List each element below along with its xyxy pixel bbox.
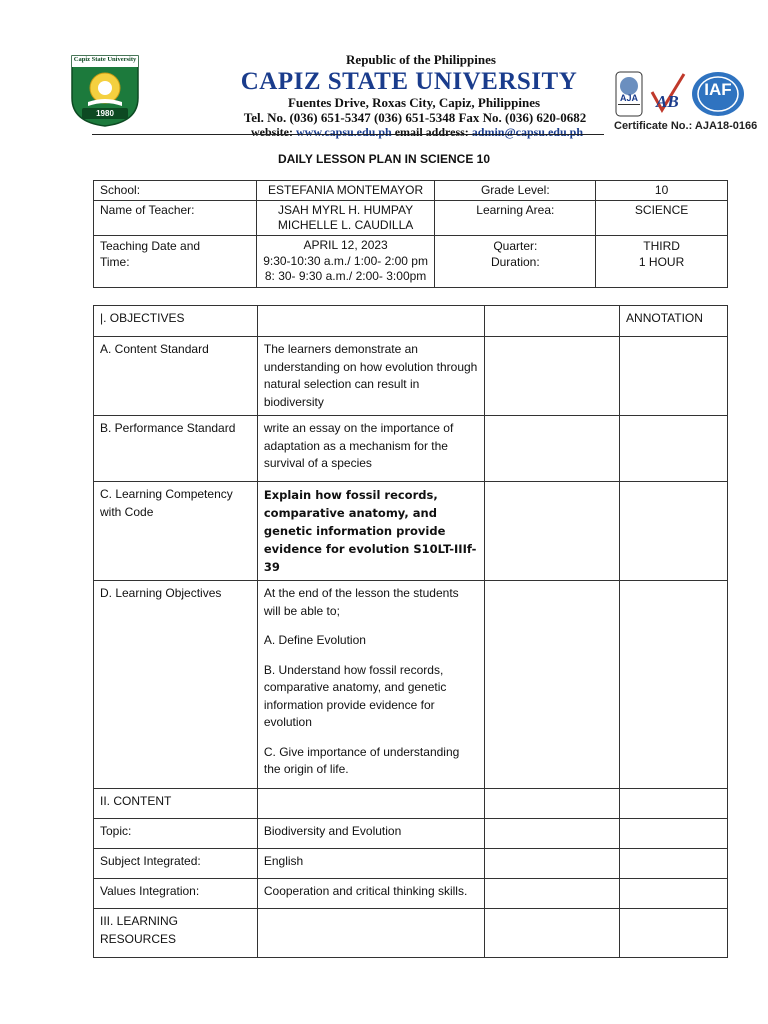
empty-cell <box>257 789 485 819</box>
content-standard-label: A. Content Standard <box>94 337 258 416</box>
empty-cell <box>620 416 728 482</box>
empty-cell <box>257 909 485 958</box>
learning-resources-heading: III. LEARNING RESOURCES <box>94 909 258 958</box>
quarter-label: Quarter: <box>493 239 538 253</box>
document-title: DAILY LESSON PLAN IN SCIENCE 10 <box>277 152 491 166</box>
table-row <box>94 337 728 416</box>
address-line: Fuentes Drive, Roxas City, Capiz, Philippines <box>287 95 541 110</box>
iaf-logo-text: IAF <box>704 80 732 99</box>
grade-label: Grade Level: <box>435 181 596 201</box>
learning-objectives-label: D. Learning Objectives <box>94 581 258 789</box>
date-label <box>94 236 257 288</box>
empty-cell <box>620 849 728 879</box>
empty-cell <box>485 789 620 819</box>
annotation-heading: ANNOTATION <box>620 306 728 337</box>
table-row <box>94 849 728 879</box>
table-row <box>94 789 728 819</box>
competency-text: Explain how fossil records, comparative anatomy, and genetic information provide evidence for evolution S10LT-IIIf-39 <box>257 482 485 581</box>
letterhead <box>205 52 605 139</box>
aja-logo-text: AJA <box>619 93 638 103</box>
performance-standard-text: write an essay on the importance of adaptation as a mechanism for the survival of a species <box>257 416 485 482</box>
table-row <box>94 236 728 288</box>
quarter-duration-labels <box>435 236 596 288</box>
empty-cell <box>485 909 620 958</box>
area-value: SCIENCE <box>596 201 728 236</box>
seal-year-text: 1980 <box>96 109 114 118</box>
empty-cell <box>485 849 620 879</box>
table-row <box>94 879 728 909</box>
email-label: email address: <box>394 125 469 139</box>
values-integration-label: Values Integration: <box>94 879 258 909</box>
area-label: Learning Area: <box>435 201 596 236</box>
teacher-name-1: JSAH MYRL H. HUMPAY <box>278 203 414 217</box>
duration-value: 1 HOUR <box>638 255 685 269</box>
teacher-name-2: MICHELLE L. CAUDILLA <box>277 218 414 232</box>
school-value: ESTEFANIA MONTEMAYOR <box>256 181 435 201</box>
duration-label: Duration: <box>490 255 540 269</box>
empty-cell <box>620 482 728 581</box>
subject-integrated-value: English <box>257 849 485 879</box>
table-row <box>94 819 728 849</box>
lesson-plan-table <box>93 305 728 958</box>
objectives-heading: |. OBJECTIVES <box>94 306 258 337</box>
empty-cell <box>257 306 485 337</box>
quarter-duration-values <box>596 236 728 288</box>
date-label-line-2: Time: <box>100 255 130 269</box>
objective-c: C. Give importance of understanding the origin of life. <box>263 744 460 776</box>
objective-a: A. Define Evolution <box>263 633 366 647</box>
empty-cell <box>620 581 728 789</box>
subject-integrated-label: Subject Integrated: <box>94 849 258 879</box>
telephone-line: Tel. No. (036) 651-5347 (036) 651-5348 Fax No. (036) 620-0682 <box>243 110 587 125</box>
table-row <box>94 909 728 958</box>
lesson-info-table <box>93 180 728 288</box>
empty-cell <box>485 306 620 337</box>
objectives-intro: At the end of the lesson the students will be able to; <box>263 586 459 618</box>
competency-label: C. Learning Competency with Code <box>94 482 258 581</box>
empty-cell <box>485 581 620 789</box>
empty-cell <box>485 879 620 909</box>
table-row <box>94 581 728 789</box>
contact-line <box>229 125 605 139</box>
university-name: CAPIZ STATE UNIVERSITY <box>240 68 578 95</box>
email-link[interactable]: admin@capsu.edu.ph <box>471 125 584 139</box>
date-label-line-1: Teaching Date and <box>100 239 201 253</box>
topic-label: Topic: <box>94 819 258 849</box>
teacher-value <box>256 201 435 236</box>
header-divider <box>92 134 604 135</box>
certificate-number: Certificate No.: AJA18-0166 <box>614 120 758 132</box>
republic-line: Republic of the Philippines <box>346 52 496 67</box>
empty-cell <box>620 337 728 416</box>
website-link[interactable]: www.capsu.edu.ph <box>295 125 392 139</box>
performance-standard-label: B. Performance Standard <box>94 416 258 482</box>
empty-cell <box>485 337 620 416</box>
empty-cell <box>485 482 620 581</box>
learning-objectives-text <box>257 581 485 789</box>
empty-cell <box>620 909 728 958</box>
table-row <box>94 416 728 482</box>
quarter-value: THIRD <box>643 239 680 253</box>
table-row <box>94 306 728 337</box>
empty-cell <box>620 789 728 819</box>
empty-cell <box>620 879 728 909</box>
teacher-label: Name of Teacher: <box>94 201 257 236</box>
topic-value: Biodiversity and Evolution <box>257 819 485 849</box>
empty-cell <box>620 819 728 849</box>
content-heading: II. CONTENT <box>94 789 258 819</box>
empty-cell <box>485 416 620 482</box>
teaching-date: APRIL 12, 2023 <box>303 238 388 252</box>
ab-logo-text: AB <box>656 92 679 111</box>
table-row <box>94 181 728 201</box>
values-integration-value: Cooperation and critical thinking skills. <box>257 879 485 909</box>
date-value <box>256 236 435 288</box>
seal-name-text: Capiz State University <box>73 56 137 63</box>
grade-value: 10 <box>596 181 728 201</box>
school-label: School: <box>94 181 257 201</box>
table-row <box>94 482 728 581</box>
teaching-time-1: 9:30-10:30 a.m./ 1:00- 2:00 pm <box>263 253 428 268</box>
empty-cell <box>485 819 620 849</box>
website-label: website: <box>250 125 293 139</box>
table-row <box>94 201 728 236</box>
content-standard-text: The learners demonstrate an understanding on how evolution through natural selection can result in biodiversity <box>257 337 485 416</box>
objective-b: B. Understand how fossil records, comparative anatomy, and genetic information provide evidence for evolution <box>263 662 447 729</box>
teaching-time-2: 8: 30- 9:30 a.m./ 2:00- 3:00pm <box>264 269 427 283</box>
